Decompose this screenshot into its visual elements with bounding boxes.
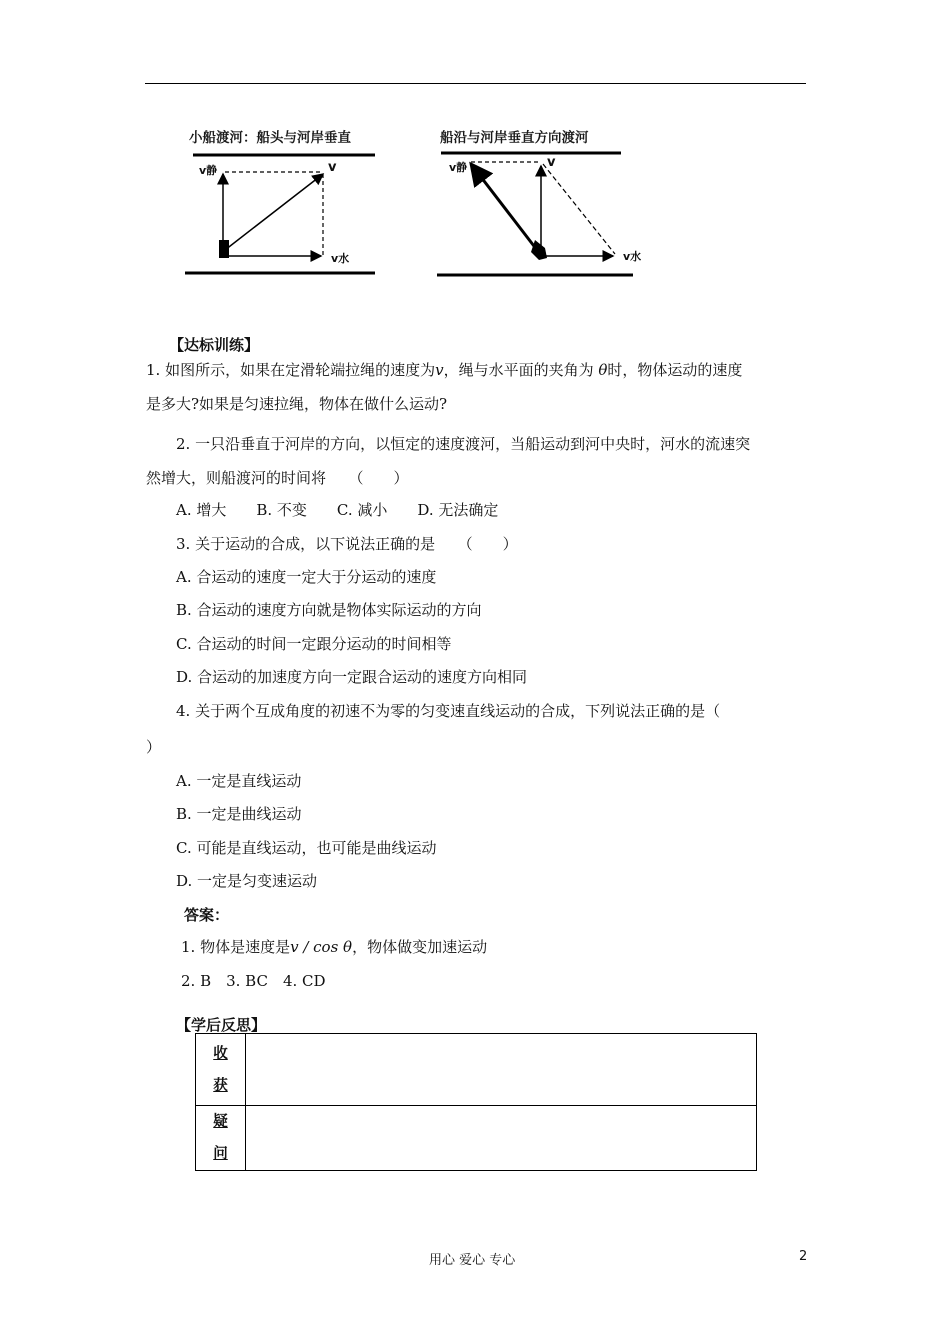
label-char-1: 疑	[213, 1114, 228, 1130]
answer-1-formula: v / cos θ	[290, 938, 353, 956]
reflection-row-gain	[196, 1034, 757, 1106]
q3-stem: 3. 关于运动的合成，以下说法正确的是 （ ）	[176, 535, 518, 553]
figure-boat-perpendicular-heading	[185, 122, 385, 282]
label-v-water-left: v水	[331, 252, 350, 265]
label-char-2: 获	[213, 1077, 228, 1094]
label-v-left: v	[328, 160, 337, 175]
q2-line2: 然增大，则船渡河的时间将 （ ）	[146, 469, 409, 487]
q4-option-d: D. 一定是匀变速运动	[176, 872, 318, 890]
footer-text: 用心 爱心 专心	[429, 1253, 516, 1268]
q1-text-b: ，绳与水平面的夹角为	[443, 361, 594, 379]
reflection-field-question[interactable]	[246, 1106, 757, 1171]
label-v-water-right: v水	[623, 250, 642, 263]
label-char-2: 问	[213, 1146, 228, 1162]
figure-left-title: 小船渡河：船头与河岸垂直	[189, 130, 351, 146]
q4-line1: 4. 关于两个互成角度的初速不为零的匀变速直线运动的合成，下列说法正确的是（	[176, 702, 721, 720]
answer-title: 答案：	[184, 906, 230, 924]
label-char-1: 收	[213, 1045, 228, 1062]
diagram-right-svg	[437, 122, 637, 282]
page-number: 2	[799, 1249, 808, 1264]
q1-v: v	[435, 361, 444, 379]
q3-option-d: D. 合运动的加速度方向一定跟合运动的速度方向相同	[176, 668, 528, 686]
q3-option-c: C. 合运动的时间一定跟分运动的时间相等	[176, 635, 452, 653]
q2-options: A. 增大 B. 不变 C. 减小 D. 无法确定	[176, 501, 499, 519]
answer-1-text-b: ，物体做变加速运动	[352, 938, 488, 956]
q4-option-a: A. 一定是直线运动	[176, 772, 302, 790]
q1-line1	[146, 360, 742, 380]
q4-option-c: C. 可能是直线运动，也可能是曲线运动	[176, 839, 437, 857]
reflection-label-question	[196, 1106, 246, 1171]
section-title: 【达标训练】	[169, 336, 260, 354]
q4-option-b: B. 一定是曲线运动	[176, 805, 302, 823]
label-v-right: v	[547, 155, 556, 170]
q4-line2: ）	[146, 738, 162, 756]
reflection-field-gain[interactable]	[246, 1034, 757, 1106]
figure-boat-perpendicular-path	[437, 122, 642, 282]
q3-option-b: B. 合运动的速度方向就是物体实际运动的方向	[176, 601, 482, 619]
header-rule	[145, 83, 806, 84]
q1-text-c: 时，物体运动的速度	[607, 361, 743, 379]
reflection-table	[195, 1033, 757, 1171]
answer-2: 2. B 3. BC 4. CD	[181, 972, 326, 990]
diagram-left-svg	[185, 122, 385, 282]
reflection-title: 【学后反思】	[176, 1016, 267, 1034]
reflection-row-question	[196, 1106, 757, 1171]
v-resultant-arrow	[225, 174, 323, 250]
q2-line1: 2. 一只沿垂直于河岸的方向，以恒定的速度渡河，当船运动到河中央时，河水的流速突	[176, 435, 751, 453]
reflection-label-gain	[196, 1034, 246, 1106]
figure-right-title: 船沿与河岸垂直方向渡河	[440, 130, 589, 146]
dashed-diagonal	[543, 164, 615, 254]
q1-theta: θ	[598, 361, 608, 379]
q1-text-a: 1. 如图所示，如果在定滑轮端拉绳的速度为	[146, 361, 436, 379]
q1-line2: 是多大?如果是匀速拉绳，物体在做什么运动?	[146, 395, 448, 413]
q3-option-a: A. 合运动的速度一定大于分运动的速度	[176, 568, 437, 586]
answer-1	[181, 937, 487, 957]
label-v-still-right: v静	[449, 161, 468, 174]
answer-1-text-a: 1. 物体是速度是	[181, 938, 291, 956]
label-v-still-left: v静	[199, 164, 218, 177]
v-still-arrow	[471, 164, 537, 250]
